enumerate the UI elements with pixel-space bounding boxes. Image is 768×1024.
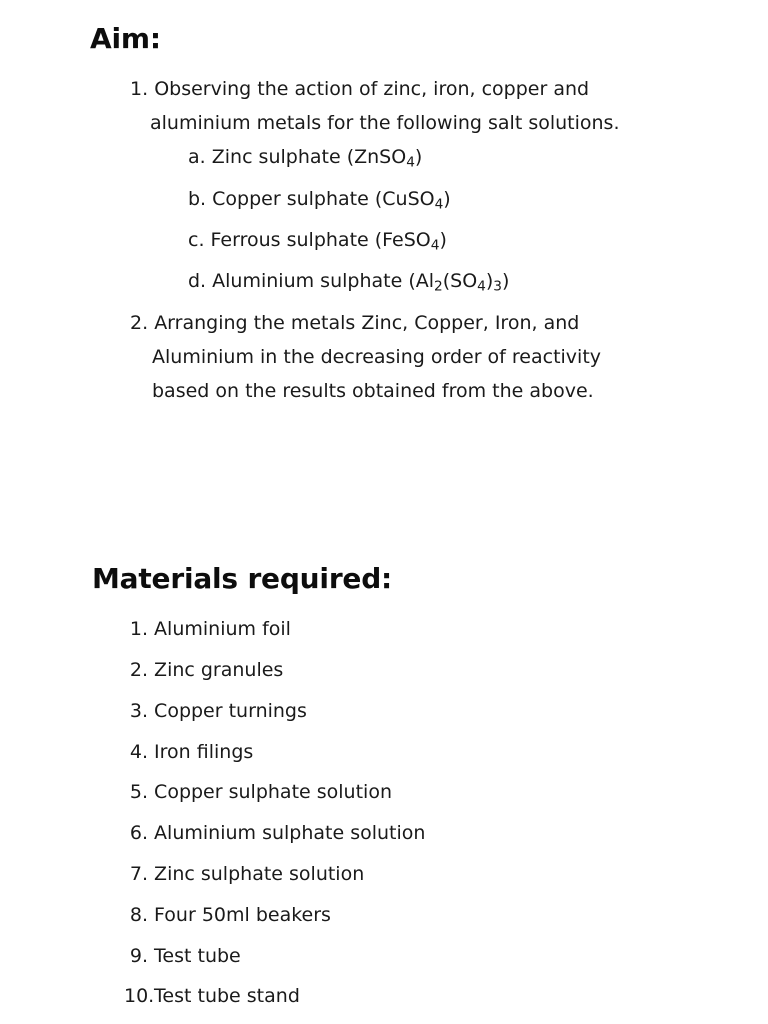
list-text: Aluminium sulphate solution [154, 822, 426, 844]
subscript: 4 [434, 196, 444, 213]
list-number: 2. [130, 312, 149, 334]
list-text: Copper sulphate solution [154, 781, 392, 803]
list-number: 4. [129, 741, 148, 763]
subitem-text: Copper sulphate (CuSO [212, 188, 435, 210]
list-text: Aluminium foil [154, 618, 291, 640]
subscript: 3 [493, 278, 502, 295]
list-number: 10. [124, 985, 155, 1007]
subitem-text: ) [501, 270, 510, 292]
list-number: 3. [129, 700, 148, 722]
aim-item-1-line-2: aluminium metals for the following salt solutions. [150, 112, 620, 134]
list-number: 6. [129, 822, 148, 844]
list-number: 9. [129, 945, 148, 967]
list-item [124, 945, 241, 967]
list-item [124, 618, 291, 640]
subscript: 4 [477, 278, 486, 295]
aim-subitem-d [188, 270, 510, 295]
subitem-text: Zinc sulphate (ZnSO [211, 146, 407, 168]
list-text: Four 50ml beakers [154, 904, 331, 926]
list-number: 1. [129, 618, 148, 640]
list-text: Copper turnings [154, 700, 307, 722]
aim-subitem-c [188, 229, 447, 254]
subitem-text: ) [414, 146, 423, 168]
list-number: 1. [130, 78, 149, 100]
subitem-letter: d. [188, 270, 207, 292]
list-text: Observing the action of zinc, iron, copper and [154, 78, 590, 100]
list-item [124, 659, 283, 681]
subitem-text: Aluminium sulphate (Al [212, 270, 435, 292]
subscript: 2 [434, 278, 443, 295]
list-text: Iron filings [154, 741, 254, 763]
aim-subitem-b [188, 188, 451, 213]
subitem-letter: c. [188, 229, 205, 251]
list-number: 5. [129, 781, 148, 803]
list-number: 7. [129, 863, 148, 885]
subitem-text: Ferrous sulphate (FeSO [210, 229, 431, 251]
list-item [124, 822, 425, 844]
subitem-letter: a. [188, 146, 206, 168]
subitem-text: (SO [442, 270, 478, 292]
aim-item-2-line-1 [130, 312, 579, 334]
aim-subitem-a [188, 146, 423, 171]
list-item [124, 863, 364, 885]
subitem-text: ) [443, 188, 451, 210]
list-text: Zinc granules [154, 659, 284, 681]
list-text: Test tube stand [154, 985, 300, 1007]
list-item [124, 700, 307, 722]
list-item [124, 904, 331, 926]
subitem-letter: b. [188, 188, 207, 210]
aim-heading: Aim: [90, 22, 161, 55]
list-item [124, 985, 300, 1007]
list-item [124, 781, 392, 803]
aim-item-2-line-2: Aluminium in the decreasing order of reactivity [152, 346, 602, 368]
subscript: 4 [406, 154, 415, 171]
list-number: 2. [129, 659, 148, 681]
materials-heading: Materials required: [92, 562, 393, 595]
list-number: 8. [129, 904, 148, 926]
subscript: 4 [430, 237, 440, 254]
subitem-text: ) [485, 270, 494, 292]
list-item [124, 741, 253, 763]
aim-item-1-line-1 [130, 78, 589, 100]
list-text: Zinc sulphate solution [154, 863, 365, 885]
subitem-text: ) [439, 229, 447, 251]
aim-item-2-line-3: based on the results obtained from the above. [152, 380, 594, 402]
list-text: Arranging the metals Zinc, Copper, Iron, and [154, 312, 580, 334]
list-text: Test tube [154, 945, 241, 967]
